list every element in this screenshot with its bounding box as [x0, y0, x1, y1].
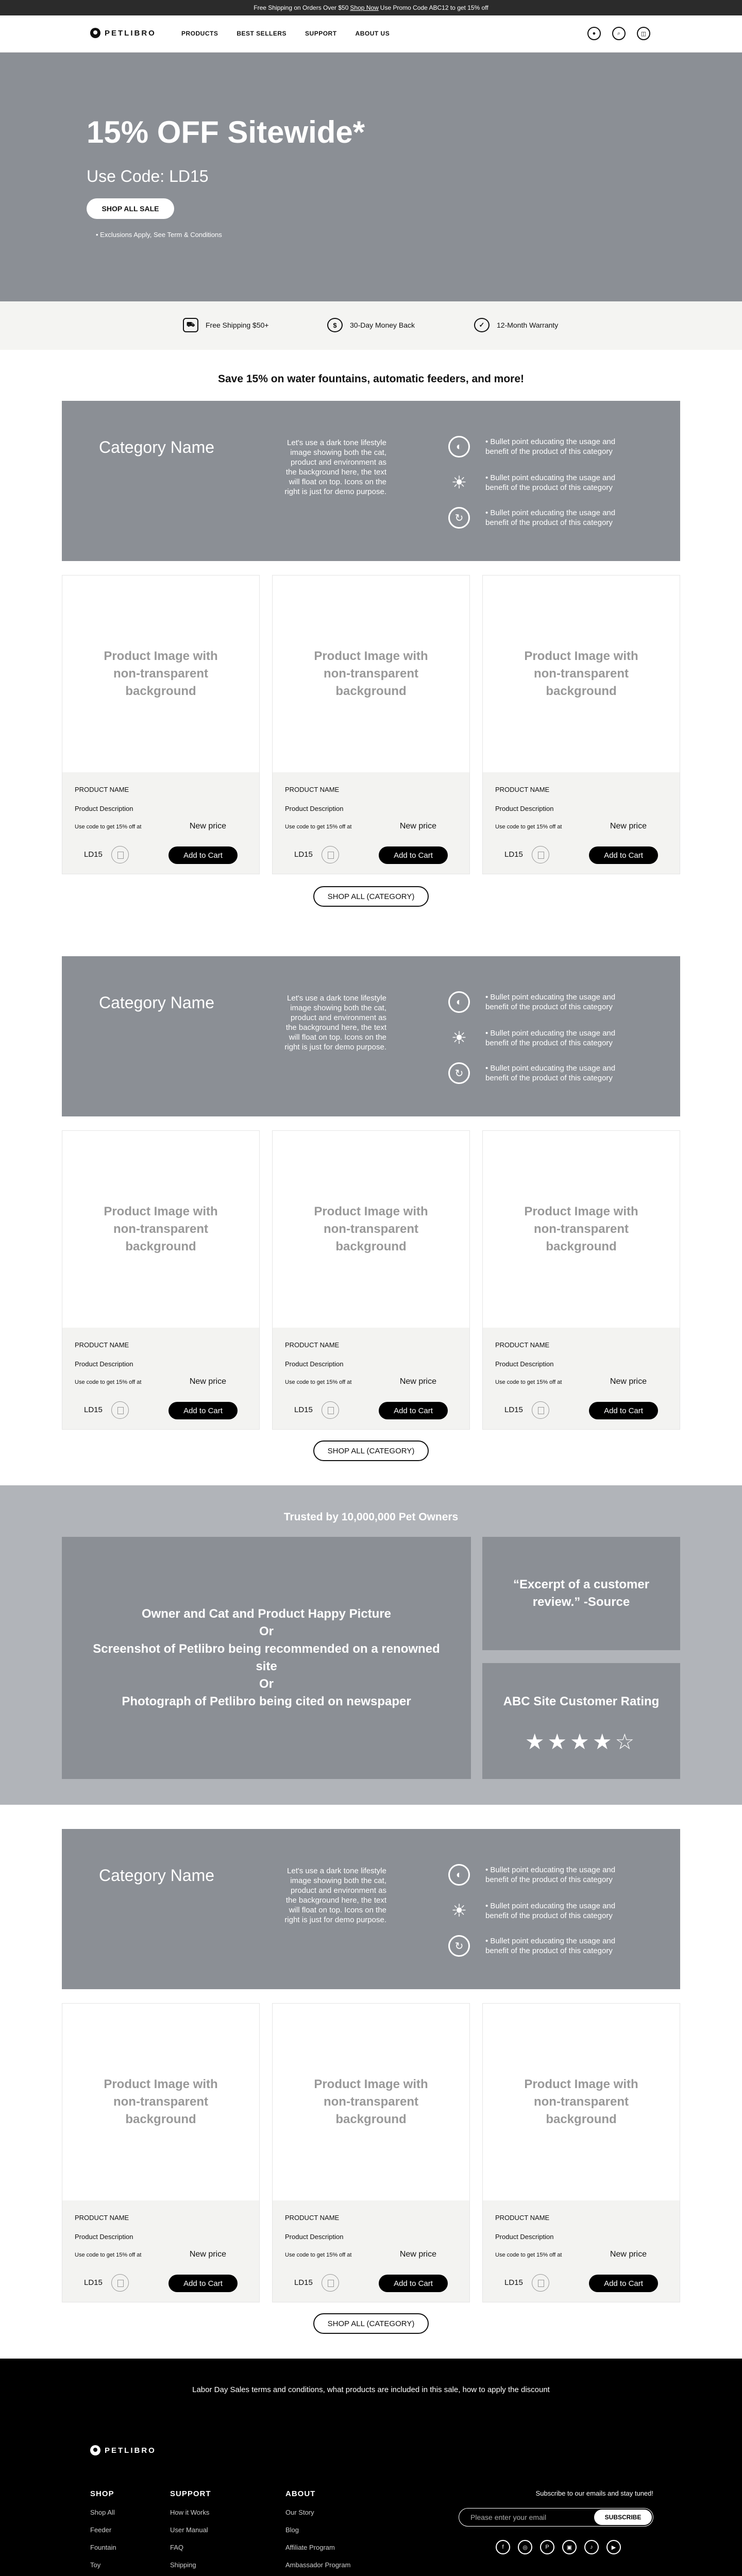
sun-icon: ☀: [451, 473, 467, 493]
perk-text: Free Shipping $50+: [206, 321, 269, 329]
product-code-text: Use code to get 15% off at: [285, 824, 352, 830]
promo-code: LD15: [504, 2278, 523, 2287]
bullet-text: • Bullet point educating the usage and benefit of the product of this category: [485, 1866, 616, 1884]
footer-link[interactable]: Fountain: [90, 2544, 116, 2551]
category-name: Category Name: [99, 1866, 215, 1885]
category-bullet: [448, 1062, 630, 1084]
truck-icon: ⛟: [183, 318, 198, 332]
product-description: Product Description: [75, 805, 133, 812]
footer-link[interactable]: Toy: [90, 2561, 101, 2569]
product-card[interactable]: [62, 575, 260, 874]
promo-code: LD15: [84, 2278, 103, 2287]
product-price: New price: [610, 1377, 647, 1386]
footer-heading: SUPPORT: [170, 2489, 211, 2498]
bullet-text: • Bullet point educating the usage and benefit of the product of this category: [485, 509, 616, 527]
hero-code: Use Code: LD15: [87, 167, 209, 185]
product-description: Product Description: [285, 1360, 344, 1368]
promo-code: LD15: [504, 1405, 523, 1414]
product-image[interactable]: Product Image with non-transparent background: [62, 575, 259, 772]
customer-review: “Excerpt of a customer review.” -Source: [482, 1537, 680, 1650]
product-name[interactable]: PRODUCT NAME: [495, 1341, 550, 1349]
footer-link[interactable]: Blog: [285, 2526, 299, 2534]
search-icon[interactable]: ⌕: [612, 27, 626, 40]
main-nav: [0, 15, 742, 53]
copy-icon[interactable]: [322, 2274, 339, 2292]
trust-section: [0, 1485, 742, 1805]
category-description: Let's use a dark tone lifestyle image showing both the cat, product and environment as the background here, the text will float on top. Icons on the right is just for demo purpose.: [284, 994, 386, 1052]
bullet-text: • Bullet point educating the usage and benefit of the product of this category: [485, 1029, 616, 1047]
product-image[interactable]: Product Image with non-transparent background: [483, 1131, 680, 1328]
category-description: Let's use a dark tone lifestyle image showing both the cat, product and environment as the background here, the text will float on top. Icons on the right is just for demo purpose.: [284, 438, 386, 496]
shop-all-category-button[interactable]: SHOP ALL (CATEGORY): [313, 1440, 429, 1461]
announcement-promo: Use Promo Code ABC12 to get 15% off: [380, 4, 488, 11]
warranty-icon: ✓: [474, 318, 490, 332]
footer-link[interactable]: Shipping: [170, 2561, 196, 2569]
footer-shop-column: [90, 2489, 121, 2576]
trust-image-placeholder: [62, 1537, 471, 1779]
product-code-text: Use code to get 15% off at: [285, 2252, 352, 2258]
bullet-text: • Bullet point educating the usage and benefit of the product of this category: [485, 1937, 616, 1955]
sale-terms: Labor Day Sales terms and conditions, what products are included in this sale, how to apply the discount: [192, 2385, 550, 2394]
sun-icon: ☀: [451, 1028, 467, 1048]
product-code-text: Use code to get 15% off at: [495, 2252, 562, 2258]
promo-code: LD15: [294, 850, 313, 859]
instagram-icon[interactable]: ◎: [518, 2540, 532, 2554]
email-form: [459, 2508, 653, 2527]
product-name[interactable]: PRODUCT NAME: [75, 1341, 129, 1349]
footer-support-column: [170, 2489, 240, 2576]
add-to-cart-button[interactable]: Add to Cart: [168, 2275, 238, 2292]
product-image[interactable]: Product Image with non-transparent background: [273, 575, 469, 772]
bullet-text: • Bullet point educating the usage and benefit of the product of this category: [485, 1064, 616, 1082]
copy-icon[interactable]: [111, 1401, 129, 1419]
category-bullet: [448, 436, 630, 457]
footer-heading: ABOUT: [285, 2489, 316, 2498]
product-name[interactable]: PRODUCT NAME: [285, 1341, 340, 1349]
product-description: Product Description: [495, 1360, 554, 1368]
category-name: Category Name: [99, 438, 215, 456]
promo-code: LD15: [294, 2278, 313, 2287]
category-bullet: [448, 1900, 630, 1922]
facebook-icon[interactable]: f: [496, 2540, 510, 2554]
perk-warranty: [474, 318, 558, 332]
footer: [0, 2359, 742, 2576]
category-banner[interactable]: [62, 956, 680, 1116]
footer-heading: SHOP: [90, 2489, 114, 2498]
product-image[interactable]: Product Image with non-transparent background: [62, 1131, 259, 1328]
product-card[interactable]: [482, 2003, 680, 2302]
product-code-text: Use code to get 15% off at: [285, 1379, 352, 1385]
copy-icon[interactable]: [532, 846, 549, 863]
product-price: New price: [399, 822, 436, 831]
shop-all-category-button[interactable]: SHOP ALL (CATEGORY): [313, 886, 429, 907]
category-bullet: [448, 472, 630, 494]
hero-banner: [0, 53, 742, 301]
subscribe-text: Subscribe to our emails and stay tuned!: [535, 2489, 653, 2497]
add-to-cart-button[interactable]: Add to Cart: [168, 1402, 238, 1419]
copy-icon[interactable]: [532, 2274, 549, 2292]
perks-bar: [0, 301, 742, 350]
promo-code: LD15: [84, 1405, 103, 1414]
footer-link[interactable]: Our Story: [285, 2509, 314, 2516]
copy-icon[interactable]: [532, 1401, 549, 1419]
product-price: New price: [610, 822, 647, 831]
product-image[interactable]: Product Image with non-transparent background: [273, 2004, 469, 2200]
product-name[interactable]: PRODUCT NAME: [75, 786, 129, 793]
hero-exclusions[interactable]: • Exclusions Apply, See Term & Conditions: [96, 231, 222, 239]
category-bullet: [448, 991, 630, 1013]
perk-money-back: [327, 318, 415, 332]
footer-about-column: [285, 2489, 350, 2576]
category-banner[interactable]: [62, 1829, 680, 1989]
linkedin-icon[interactable]: ▣: [562, 2540, 577, 2554]
refresh-icon: ↻: [448, 1935, 470, 1957]
globe-icon: ◐: [448, 991, 470, 1013]
promo-code: LD15: [294, 1405, 313, 1414]
footer-link[interactable]: FAQ: [170, 2544, 184, 2551]
footer-link[interactable]: How it Works: [170, 2509, 210, 2516]
add-to-cart-button[interactable]: Add to Cart: [379, 1402, 448, 1419]
product-description: Product Description: [75, 1360, 133, 1368]
product-code-text: Use code to get 15% off at: [75, 1379, 142, 1385]
globe-icon: ◐: [448, 436, 470, 457]
trust-line: Photograph of Petlibro being cited on newspaper: [122, 1694, 411, 1708]
subscribe-button[interactable]: SUBSCRIBE: [594, 2510, 652, 2525]
bullet-text: • Bullet point educating the usage and benefit of the product of this category: [485, 473, 616, 492]
youtube-icon[interactable]: ▶: [606, 2540, 621, 2554]
shop-all-category-button[interactable]: SHOP ALL (CATEGORY): [313, 2313, 429, 2334]
copy-icon[interactable]: [111, 846, 129, 863]
trust-line: Screenshot of Petlibro being recommended on a renowned site: [93, 1642, 440, 1673]
add-to-cart-button[interactable]: Add to Cart: [589, 2275, 658, 2292]
product-price: New price: [189, 1377, 226, 1386]
shop-now-link[interactable]: Shop Now: [350, 4, 379, 11]
product-code-text: Use code to get 15% off at: [75, 2252, 142, 2258]
product-name[interactable]: PRODUCT NAME: [495, 786, 550, 793]
add-to-cart-button[interactable]: Add to Cart: [589, 846, 658, 864]
bullet-text: • Bullet point educating the usage and benefit of the product of this category: [485, 1902, 616, 1920]
perk-shipping: [183, 318, 269, 332]
add-to-cart-button[interactable]: Add to Cart: [379, 2275, 448, 2292]
refresh-icon: ↻: [448, 1062, 470, 1084]
product-card[interactable]: [272, 1130, 470, 1430]
copy-icon[interactable]: [111, 2274, 129, 2292]
product-image[interactable]: Product Image with non-transparent background: [483, 575, 680, 772]
email-input[interactable]: [459, 2509, 593, 2526]
copy-icon[interactable]: [322, 846, 339, 863]
perk-text: 30-Day Money Back: [350, 321, 415, 329]
product-image[interactable]: Product Image with non-transparent background: [273, 1131, 469, 1328]
announcement-bar: [0, 0, 742, 15]
product-code-text: Use code to get 15% off at: [495, 824, 562, 830]
logo-text: PETLIBRO: [105, 28, 156, 38]
trust-line: Owner and Cat and Product Happy Picture: [141, 1607, 392, 1621]
logo-icon: [90, 2445, 100, 2455]
trust-line: Or: [259, 1677, 274, 1691]
category-banner[interactable]: [62, 401, 680, 561]
product-name[interactable]: PRODUCT NAME: [75, 2214, 129, 2222]
tiktok-icon[interactable]: ♪: [584, 2540, 599, 2554]
customer-rating: [482, 1663, 680, 1779]
product-card[interactable]: [62, 1130, 260, 1430]
footer-link[interactable]: Shop All: [90, 2509, 115, 2516]
category-bullet: [448, 507, 630, 529]
footer-logo[interactable]: [90, 2445, 156, 2455]
logo-icon: [90, 28, 100, 38]
perk-text: 12-Month Warranty: [497, 321, 559, 329]
shop-all-sale-button[interactable]: SHOP ALL SALE: [87, 198, 174, 219]
category-description: Let's use a dark tone lifestyle image showing both the cat, product and environment as the background here, the text will float on top. Icons on the right is just for demo purpose.: [284, 1867, 386, 1924]
save-banner: Save 15% on water fountains, automatic feeders, and more!: [218, 373, 524, 385]
nav-about-us[interactable]: ABOUT US: [355, 30, 390, 37]
promo-code: LD15: [504, 850, 523, 859]
product-description: Product Description: [285, 805, 344, 812]
product-name[interactable]: PRODUCT NAME: [285, 786, 340, 793]
product-price: New price: [189, 822, 226, 831]
category-bullet: [448, 1027, 630, 1049]
promo-code: LD15: [84, 850, 103, 859]
product-price: New price: [399, 1377, 436, 1386]
nav-best-sellers[interactable]: BEST SELLERS: [237, 30, 287, 37]
product-description: Product Description: [495, 805, 554, 812]
trust-line: Or: [259, 1624, 274, 1638]
add-to-cart-button[interactable]: Add to Cart: [589, 1402, 658, 1419]
nav-products[interactable]: PRODUCTS: [181, 30, 218, 37]
copy-icon[interactable]: [322, 1401, 339, 1419]
product-description: Product Description: [285, 2233, 344, 2241]
product-description: Product Description: [495, 2233, 554, 2241]
announcement-text: Free Shipping on Orders Over $50: [254, 4, 349, 11]
cart-icon[interactable]: ◫: [637, 27, 650, 40]
category-bullet: [448, 1864, 630, 1886]
product-image[interactable]: Product Image with non-transparent background: [483, 2004, 680, 2200]
money-back-icon: $: [327, 318, 343, 332]
bullet-text: • Bullet point educating the usage and benefit of the product of this category: [485, 437, 616, 456]
product-card[interactable]: [482, 1130, 680, 1430]
product-card[interactable]: [272, 2003, 470, 2302]
category-bullet: [448, 1935, 630, 1957]
logo-text: PETLIBRO: [105, 2446, 156, 2455]
product-price: New price: [399, 2250, 436, 2259]
product-code-text: Use code to get 15% off at: [75, 824, 142, 830]
product-name[interactable]: PRODUCT NAME: [285, 2214, 340, 2222]
add-to-cart-button[interactable]: Add to Cart: [168, 846, 238, 864]
logo[interactable]: [90, 28, 156, 38]
trust-title: Trusted by 10,000,000 Pet Owners: [283, 1511, 459, 1523]
product-description: Product Description: [75, 2233, 133, 2241]
product-name[interactable]: PRODUCT NAME: [495, 2214, 550, 2222]
product-image[interactable]: Product Image with non-transparent background: [62, 2004, 259, 2200]
bullet-text: • Bullet point educating the usage and benefit of the product of this category: [485, 993, 616, 1011]
star-rating-icon: ★★★★☆: [525, 1730, 638, 1754]
product-code-text: Use code to get 15% off at: [495, 1379, 562, 1385]
rating-title: ABC Site Customer Rating: [503, 1694, 660, 1708]
footer-link[interactable]: User Manual: [170, 2526, 208, 2534]
hero-title: 15% OFF Sitewide*: [87, 115, 365, 149]
nav-support[interactable]: SUPPORT: [305, 30, 337, 37]
user-icon[interactable]: ●: [587, 27, 601, 40]
product-price: New price: [189, 2250, 226, 2259]
globe-icon: ◐: [448, 1864, 470, 1886]
product-card[interactable]: [272, 575, 470, 874]
social-links: [496, 2540, 621, 2554]
product-card[interactable]: [62, 2003, 260, 2302]
refresh-icon: ↻: [448, 507, 470, 529]
product-price: New price: [610, 2250, 647, 2259]
footer-link[interactable]: Ambassador Program: [285, 2561, 351, 2569]
footer-link[interactable]: Feeder: [90, 2526, 112, 2534]
add-to-cart-button[interactable]: Add to Cart: [379, 846, 448, 864]
product-card[interactable]: [482, 575, 680, 874]
category-name: Category Name: [99, 993, 215, 1012]
footer-link[interactable]: Affiliate Program: [285, 2544, 335, 2551]
pinterest-icon[interactable]: P: [540, 2540, 554, 2554]
sun-icon: ☀: [451, 1901, 467, 1921]
